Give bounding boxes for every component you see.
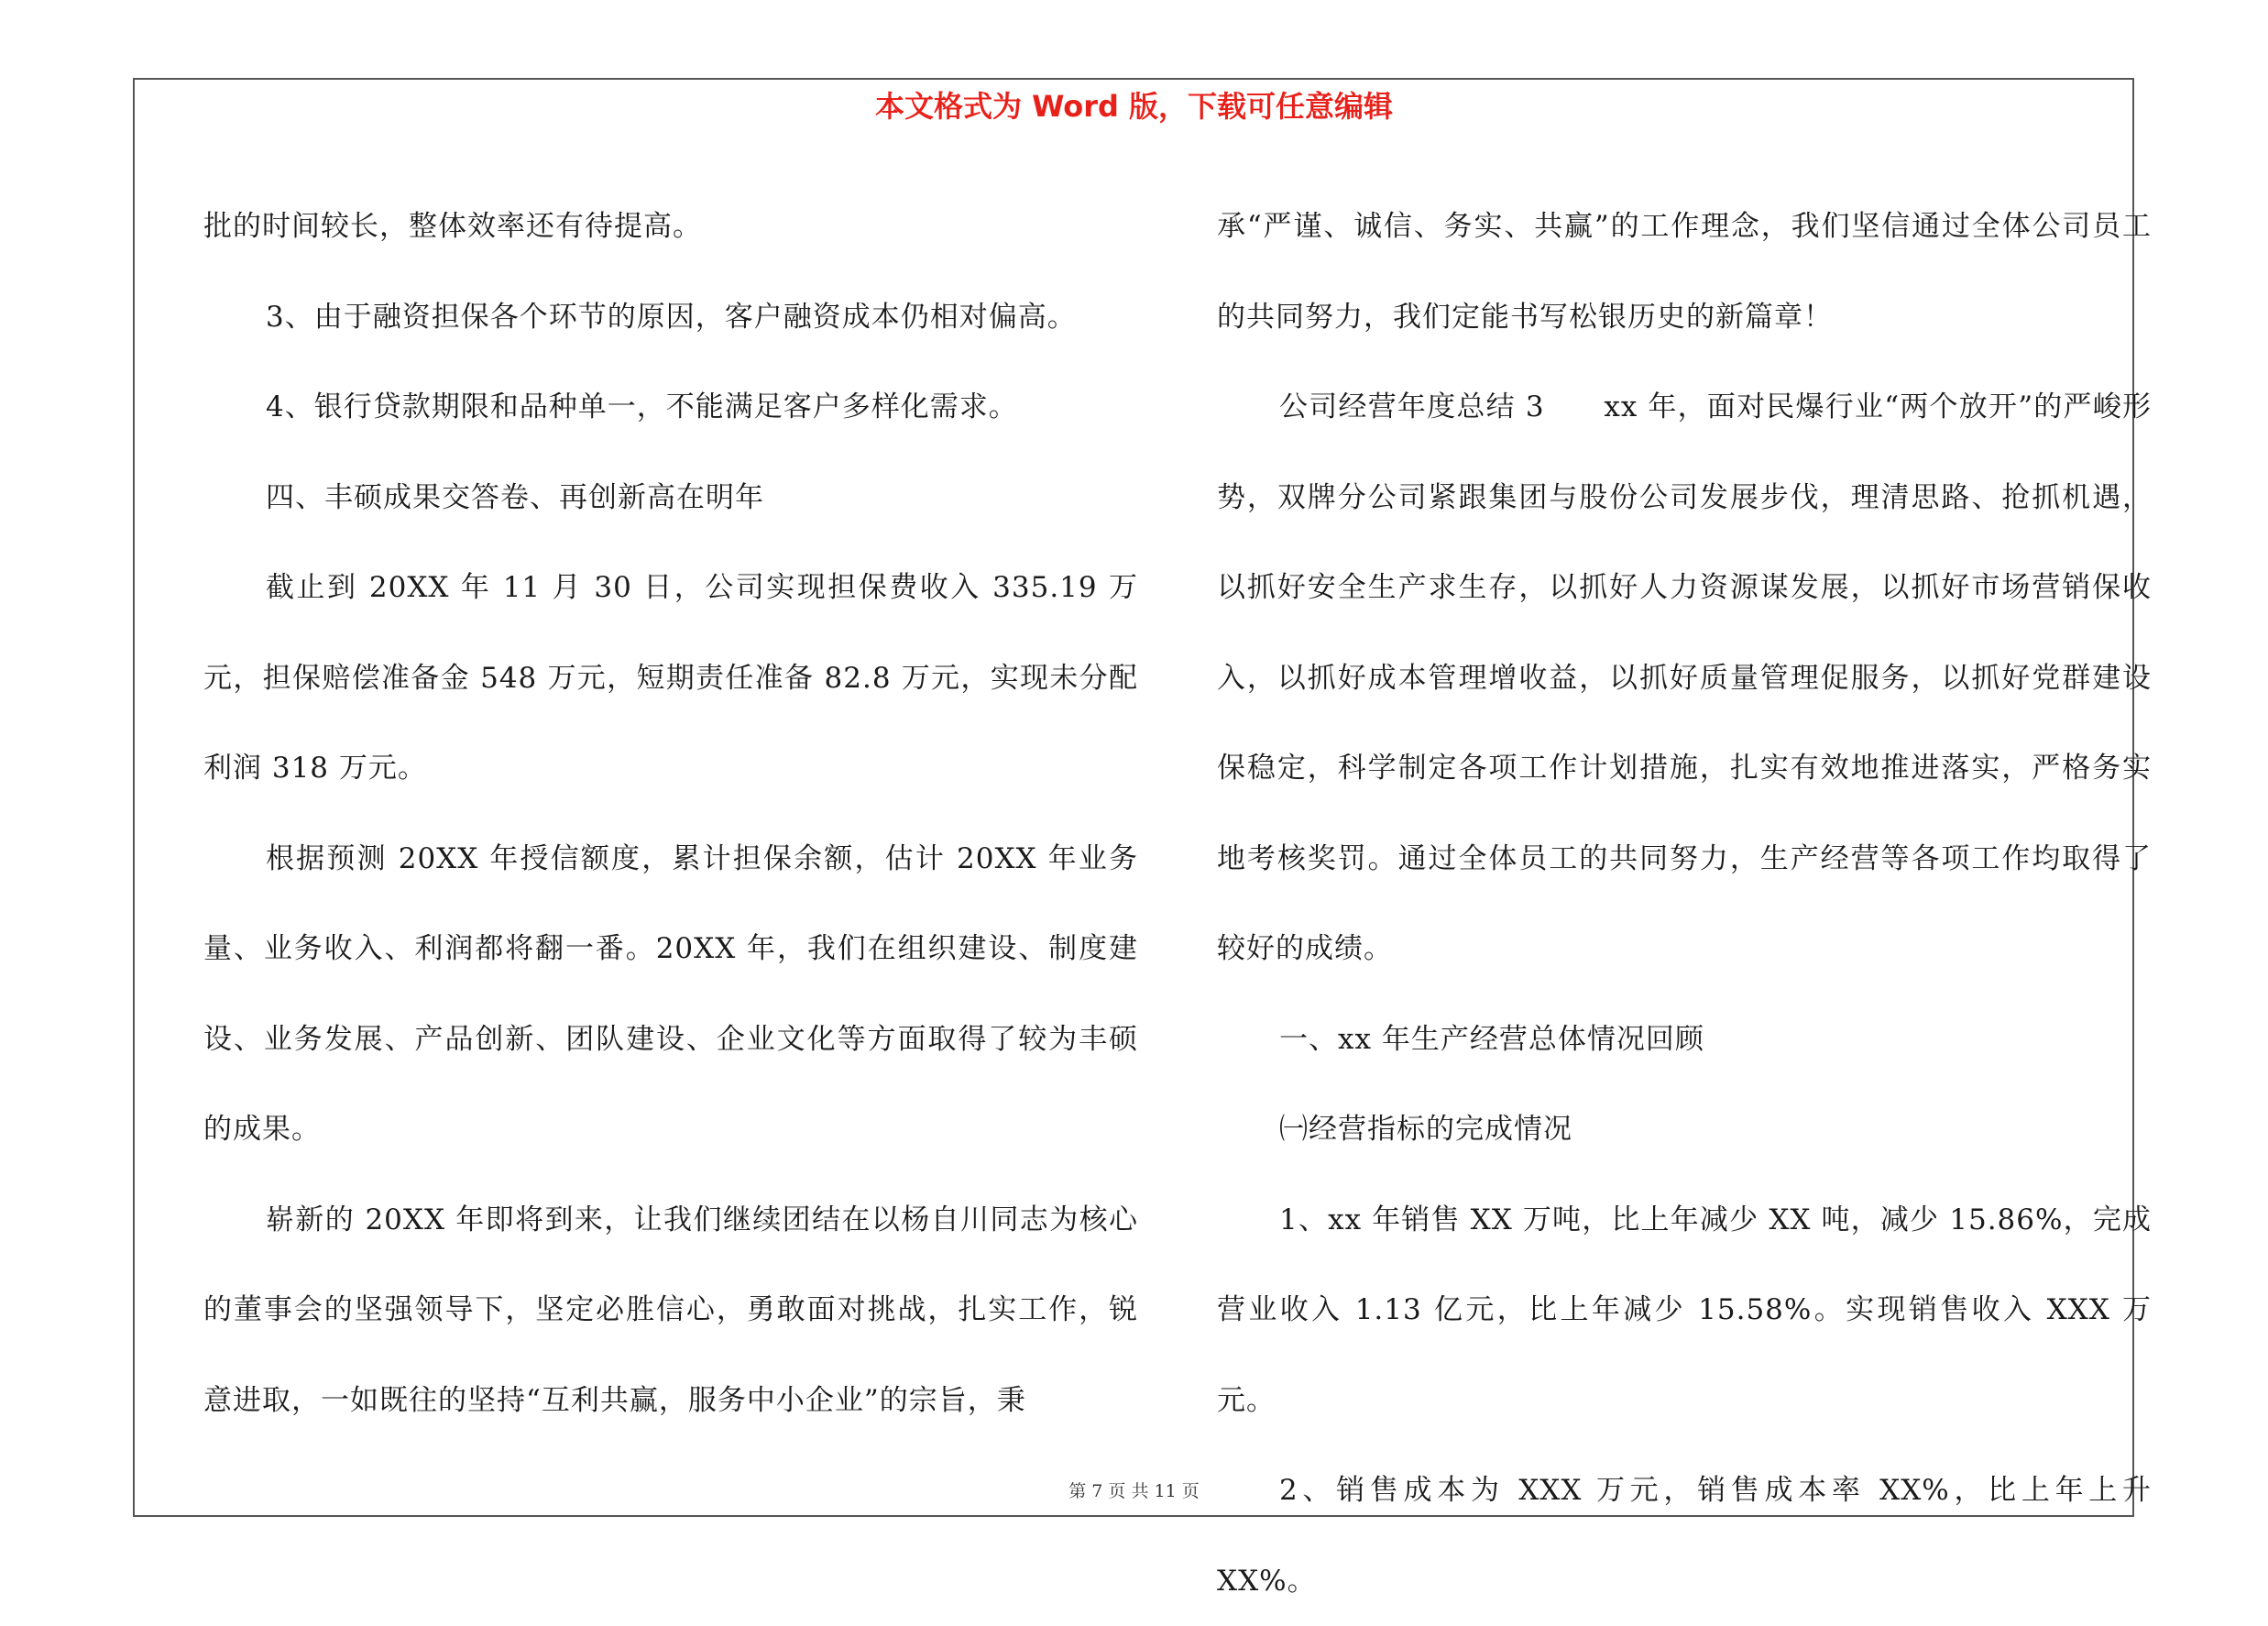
paragraph: 承“严谨、诚信、务实、共赢”的工作理念，我们坚信通过全体公司员工的共同努力，我们定能书写松银历史的新篇章！ [1217,210,2152,334]
paragraph: 四、丰硕成果交答卷、再创新高在明年 [266,480,764,514]
paragraph: 根据预测 20XX 年授信额度，累计担保余额，估计 20XX 年业务量、业务收入、利润都将翻一番。20XX 年，我们在组织建设、制度建设、业务发展、产品创新、团队建设、企业文化等方面取得了较为丰硕的成果。 [203,841,1138,1146]
page-footer: 第 7 页 共 11 页 [1068,1481,1200,1501]
paragraph: 公司经营年度总结 3 xx 年，面对民爆行业“两个放开”的严峻形势，双牌分公司紧跟集团与股份公司发展步伐，理清思路、抢抓机遇，以抓好安全生产求生存，以抓好人力资源谋发展，以抓好市场营销保收入，以抓好成本管理增收益，以抓好质量管理促服务，以抓好党群建设保稳定，科学制定各项工作计划措施，扎实有效地推进落实，严格务实地考核奖罚。通过全体员工的共同努力，生产经营等各项工作均取得了较好的成绩。 [1217,390,2152,965]
paragraph: 1、xx 年销售 XX 万吨，比上年减少 XX 吨，减少 15.86%，完成营业收入 1.13 亿元，比上年减少 15.58%。实现销售收入 XXX 万元。 [1217,1203,2152,1417]
paragraph: 批的时间较长，整体效率还有待提高。 [203,210,702,243]
paragraph: 一、xx 年生产经营总体情况回顾 [1279,1022,1704,1056]
paragraph: 4、银行贷款期限和品种单一，不能满足客户多样化需求。 [266,390,1018,423]
left-column [203,181,1138,1437]
paragraph: 2、销售成本为 XXX 万元，销售成本率 XX%，比上年上升 XX%。 [1217,1474,2152,1598]
paragraph: 3、由于融资担保各个环节的原因，客户融资成本仍相对偏高。 [266,300,1077,334]
right-column [1217,181,2152,1598]
paragraph: 截止到 20XX 年 11 月 30 日，公司实现担保费收入 335.19 万元，担保赔偿准备金 548 万元，短期责任准备 82.8 万元，实现未分配利润 318 万元。 [203,571,1138,785]
format-banner: 本文格式为 Word 版，下载可任意编辑 [874,89,1394,124]
paragraph: 崭新的 20XX 年即将到来，让我们继续团结在以杨自川同志为核心的董事会的坚强领导下，坚定必胜信心，勇敢面对挑战，扎实工作，锐意进取，一如既往的坚持“互利共赢，服务中小企业”的宗旨，秉 [203,1203,1138,1417]
paragraph: ㈠经营指标的完成情况 [1279,1113,1572,1146]
